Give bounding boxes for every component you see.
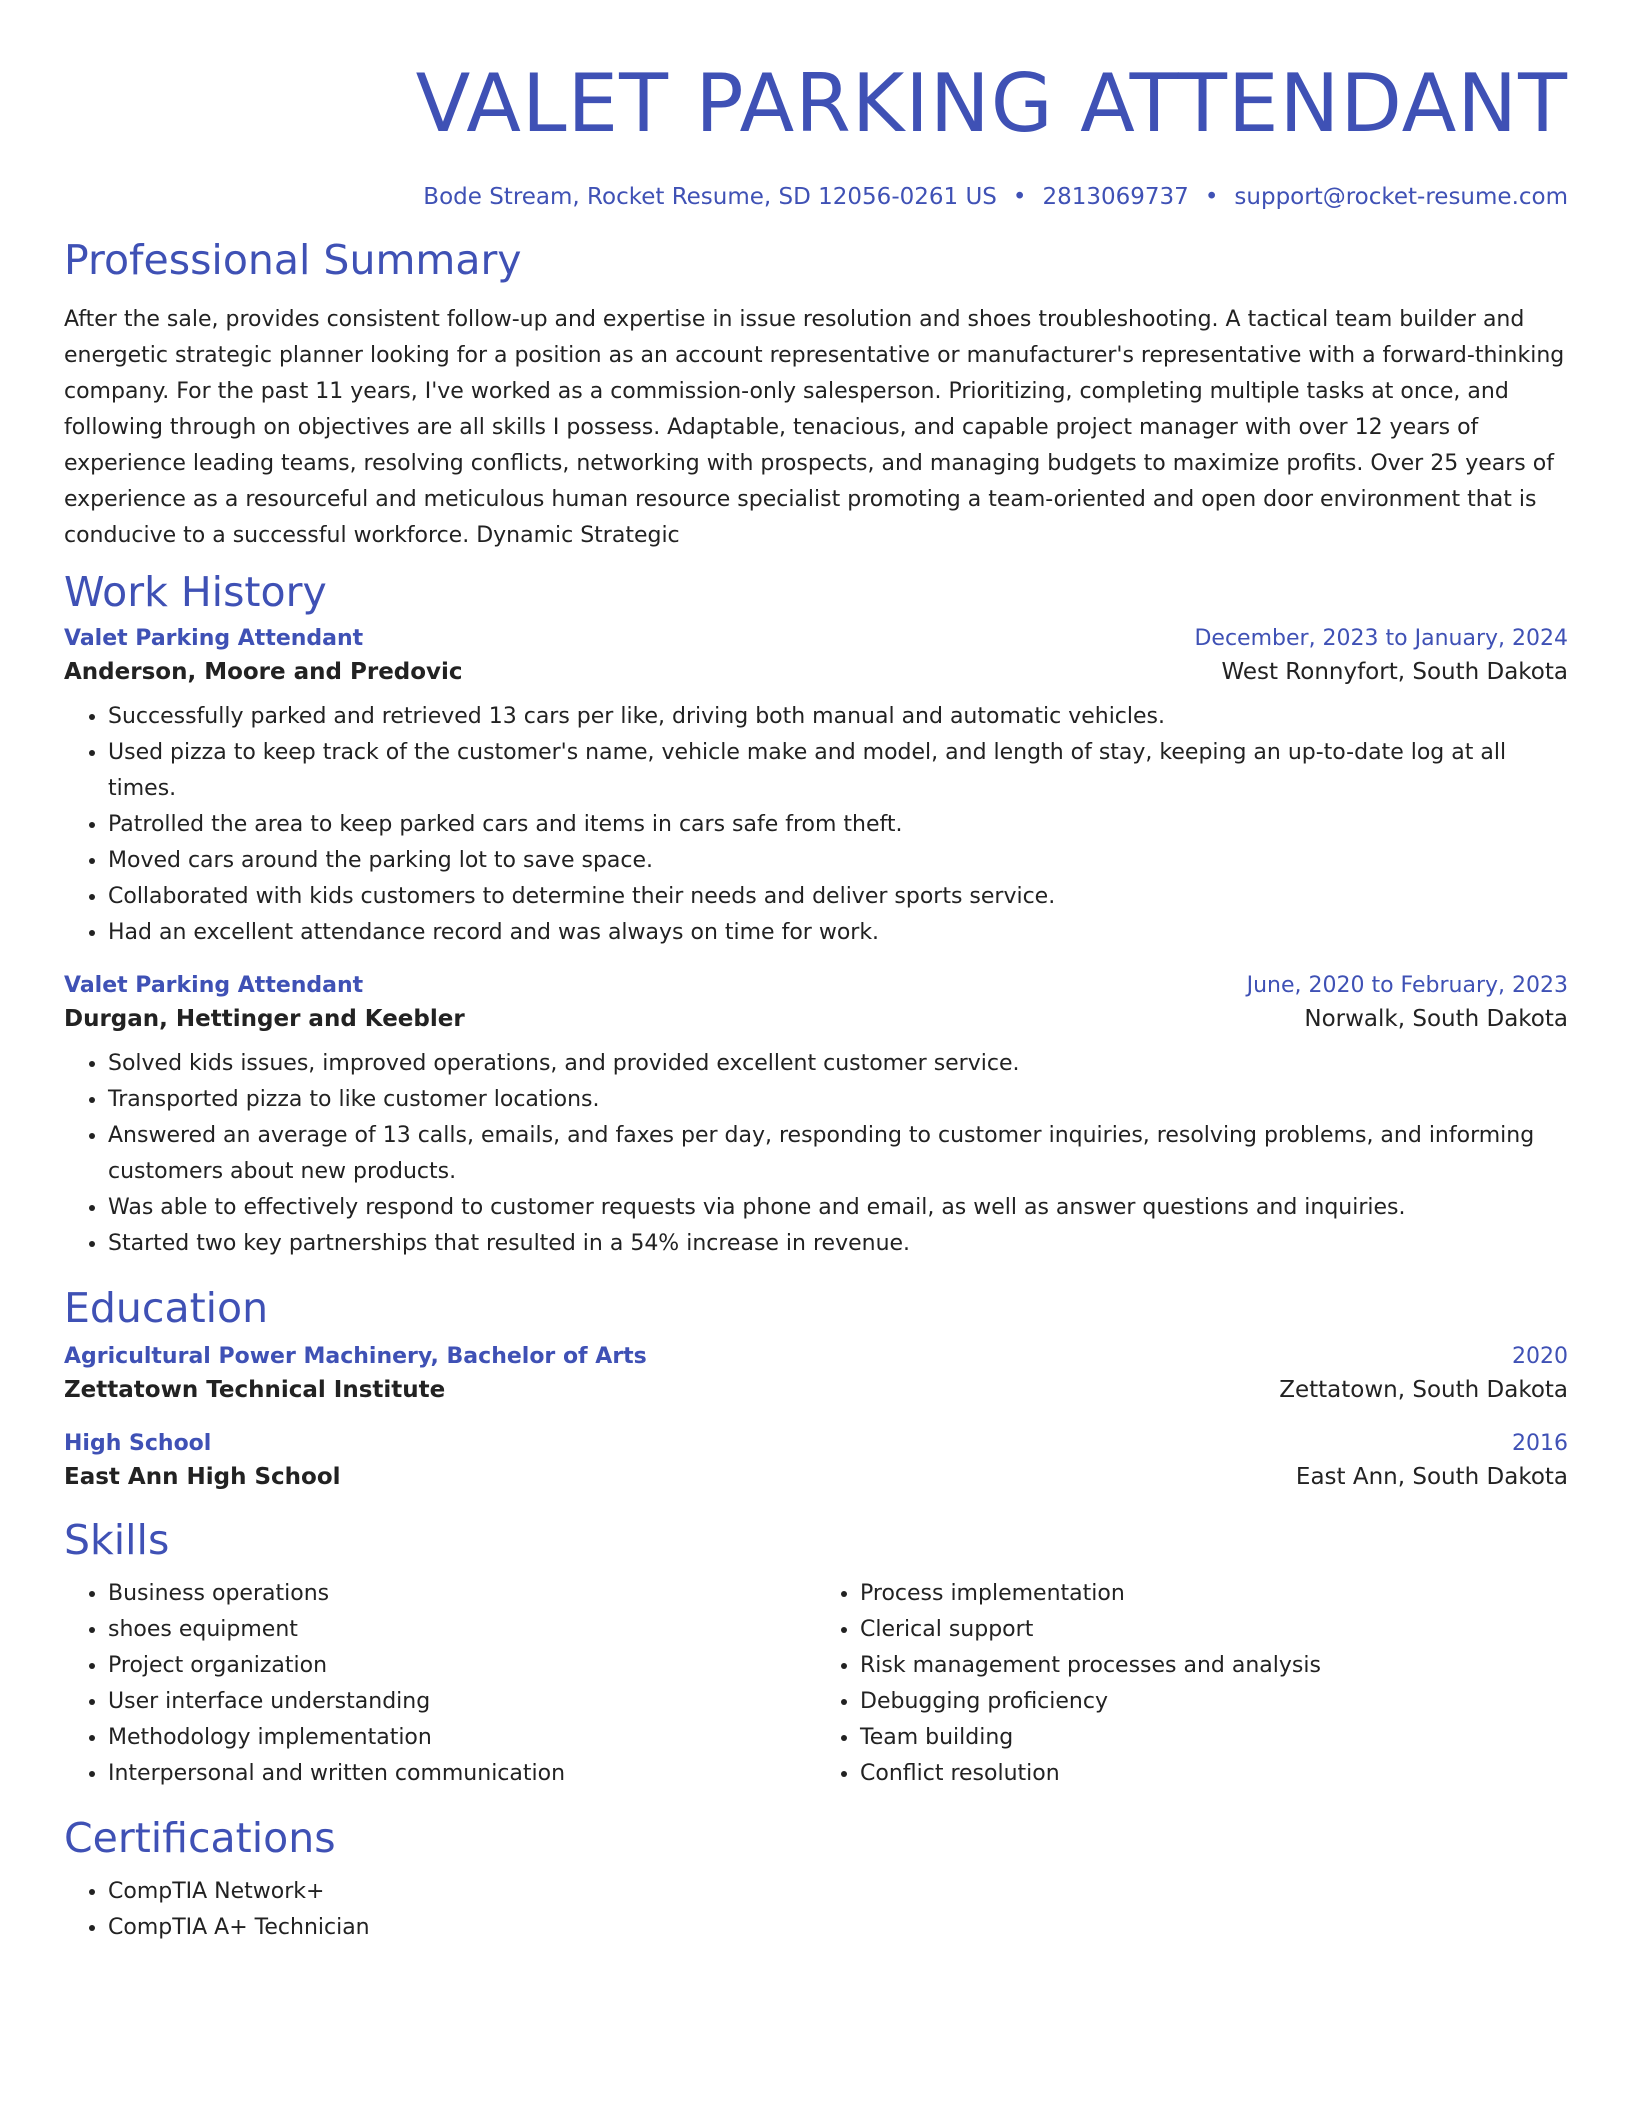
contact-email[interactable]: support@rocket-resume.com [1234, 184, 1568, 210]
skill-item: • Team building [860, 1720, 1568, 1756]
job-bullets [64, 699, 1568, 951]
contact-address: Bode Stream, Rocket Resume, SD 12056-0261 US [423, 184, 997, 210]
contact-separator: • [1012, 184, 1027, 210]
certifications-list [64, 1874, 1568, 1946]
skill-item: • Interpersonal and written communication [108, 1756, 816, 1792]
resume-title: VALET PARKING ATTENDANT [415, 57, 1568, 150]
summary-text: After the sale, provides consistent follow-up and expertise in issue resolution and shoes troubleshooting. A tactical team builder and energetic strategic planner looking for a position as an account representative or manufacturer's representative with a forward-thinking company. For the past 11 years, I've worked as a commission-only salesperson. Prioritizing, completing multiple tasks at once, and following through on objectives are all skills I possess. Adaptable, tenacious, and capable project manager with over 12 years of experience leading teams, resolving conflicts, networking with prospects, and managing budgets to maximize profits. Over 25 years of experience as a resourceful and meticulous human resource specialist promoting a team-oriented and open door environment that is conducive to a successful workforce. Dynamic Strategic [64, 307, 1565, 548]
skills-columns [64, 1576, 1568, 1792]
education-entry [64, 1344, 1568, 1403]
education-header-row [64, 1344, 1568, 1369]
education-degree: High School [64, 1431, 212, 1456]
job-dates: June, 2020 to February, 2023 [1246, 973, 1568, 998]
contact-phone: 2813069737 [1042, 184, 1189, 210]
job-bullet: • Moved cars around the parking lot to save space. [108, 843, 1568, 879]
job-company: Durgan, Hettinger and Keebler [64, 1006, 465, 1032]
skill-item: • shoes equipment [108, 1612, 816, 1648]
job-title: Valet Parking Attendant [64, 973, 364, 998]
skills-heading: Skills [64, 1516, 170, 1564]
certifications-section [64, 1814, 1568, 1946]
job-bullet: • Solved kids issues, improved operations, and provided excellent customer service. [108, 1046, 1568, 1082]
summary-section [64, 236, 1568, 554]
skill-item: • User interface understanding [108, 1684, 816, 1720]
education-year: 2016 [1512, 1431, 1568, 1456]
skill-item: • Process implementation [860, 1576, 1568, 1612]
education-degree: Agricultural Power Machinery, Bachelor of Arts [64, 1344, 647, 1369]
job-location: West Ronnyfort, South Dakota [1221, 659, 1568, 685]
certification-item: • CompTIA Network+ [108, 1874, 1568, 1910]
education-location: East Ann, South Dakota [1295, 1464, 1568, 1490]
job-bullet: • Collaborated with kids customers to determine their needs and deliver sports service. [108, 879, 1568, 915]
job-bullet: • Successfully parked and retrieved 13 cars per like, driving both manual and automatic vehicles. [108, 699, 1568, 735]
work-history-section [64, 568, 1568, 1262]
job-location: Norwalk, South Dakota [1304, 1006, 1568, 1032]
certification-item: • CompTIA A+ Technician [108, 1910, 1568, 1946]
contact-separator: • [1204, 184, 1219, 210]
job-bullets [64, 1046, 1568, 1262]
education-section [64, 1284, 1568, 1490]
education-school-row [64, 1464, 1568, 1490]
job-dates: December, 2023 to January, 2024 [1194, 626, 1568, 651]
education-school: Zettatown Technical Institute [64, 1377, 446, 1403]
skill-item: • Clerical support [860, 1612, 1568, 1648]
skills-section [64, 1516, 1568, 1792]
skills-list-right [816, 1576, 1568, 1792]
job-company-row [64, 659, 1568, 685]
education-school: East Ann High School [64, 1464, 341, 1490]
work-history-heading: Work History [64, 568, 327, 616]
education-location: Zettatown, South Dakota [1279, 1377, 1568, 1403]
job-title: Valet Parking Attendant [64, 626, 364, 651]
job-company: Anderson, Moore and Predovic [64, 659, 463, 685]
job-bullet: • Patrolled the area to keep parked cars and items in cars safe from theft. [108, 807, 1568, 843]
skill-item: • Debugging proficiency [860, 1684, 1568, 1720]
skill-item: • Methodology implementation [108, 1720, 816, 1756]
education-year: 2020 [1512, 1344, 1568, 1369]
job-bullet: • Was able to effectively respond to customer requests via phone and email, as well as answer questions and inquiries. [108, 1190, 1568, 1226]
contact-line [64, 184, 1568, 210]
skills-list-left [64, 1576, 816, 1792]
certifications-heading: Certifications [64, 1814, 336, 1862]
job-header-row [64, 626, 1568, 651]
job-header-row [64, 973, 1568, 998]
job-bullet: • Transported pizza to like customer locations. [108, 1082, 1568, 1118]
job-bullet: • Answered an average of 13 calls, emails, and faxes per day, responding to customer inquiries, resolving problems, and informing customers about new products. [108, 1118, 1568, 1190]
job-bullet: • Started two key partnerships that resulted in a 54% increase in revenue. [108, 1226, 1568, 1262]
education-school-row [64, 1377, 1568, 1403]
job-entry [64, 626, 1568, 951]
skill-item: • Risk management processes and analysis [860, 1648, 1568, 1684]
job-bullet: • Had an excellent attendance record and was always on time for work. [108, 915, 1568, 951]
skill-item: • Conflict resolution [860, 1756, 1568, 1792]
job-company-row [64, 1006, 1568, 1032]
education-heading: Education [64, 1284, 269, 1332]
education-entry [64, 1431, 1568, 1490]
education-header-row [64, 1431, 1568, 1456]
job-bullet: • Used pizza to keep track of the customer's name, vehicle make and model, and length of stay, keeping an up-to-date log at all times. [108, 735, 1568, 807]
skill-item: • Business operations [108, 1576, 816, 1612]
job-entry [64, 973, 1568, 1262]
summary-heading: Professional Summary [64, 236, 522, 284]
skill-item: • Project organization [108, 1648, 816, 1684]
